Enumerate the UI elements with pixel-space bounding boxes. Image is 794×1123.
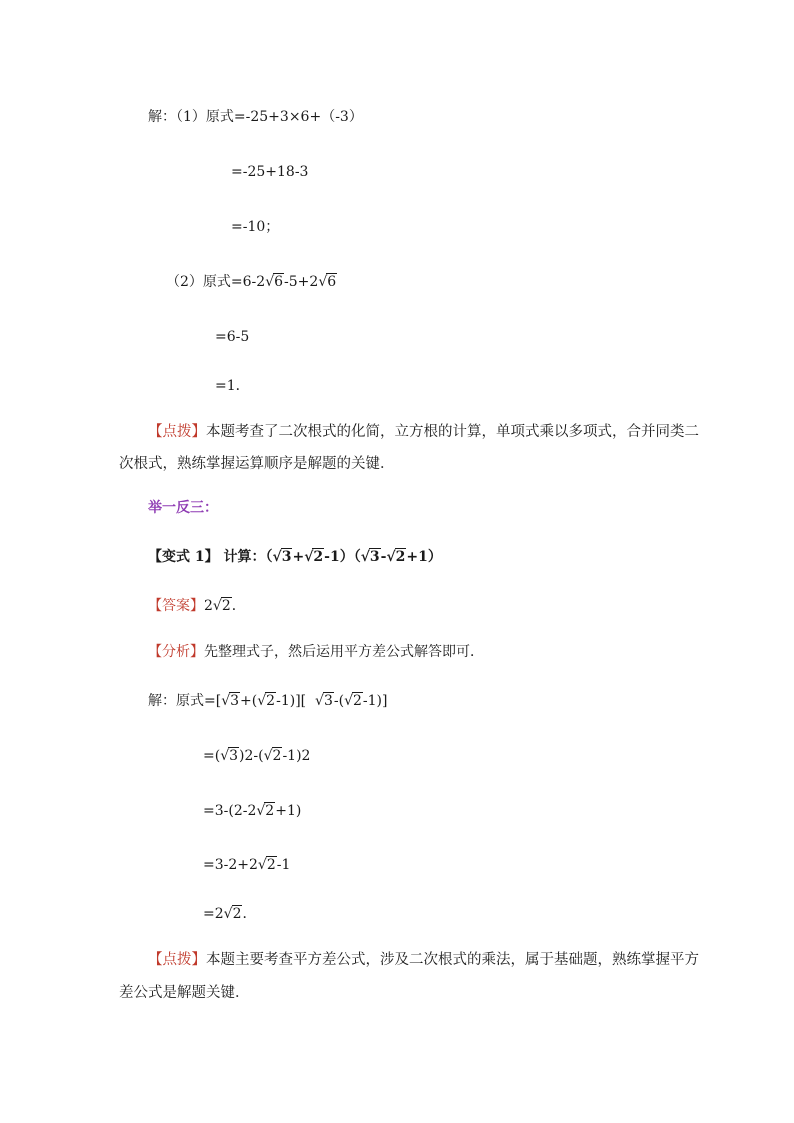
sqrt-symbol: √2 bbox=[223, 906, 242, 922]
tip2-tag: 【点拨】 bbox=[148, 952, 206, 968]
sqrt-symbol: √2 bbox=[257, 693, 276, 709]
solution2-mid: -5+2 bbox=[284, 274, 319, 290]
variant1-label: 计算：（ bbox=[223, 549, 273, 565]
solution3-line2: =(√3)2-(√2-1)2 bbox=[203, 748, 311, 764]
solution3-line3: =3-(2-2√2+1) bbox=[203, 803, 302, 819]
tip2-line2: 差公式是解题关键． bbox=[119, 985, 250, 1001]
tip1-text-a: 本题考查了二次根式的化简，立方根的计算，单项式乘以多项式，合并同类二 bbox=[206, 424, 699, 440]
analysis-line bbox=[148, 642, 484, 662]
analysis-text: 先整理式子，然后运用平方差公式解答即可． bbox=[204, 644, 484, 660]
solution2-prefix: （2）原式=6-2 bbox=[166, 274, 266, 290]
sqrt-symbol: √3 bbox=[220, 748, 239, 764]
solution3-line5: =2√2． bbox=[203, 906, 257, 922]
sqrt-symbol: √2 bbox=[263, 748, 282, 764]
sqrt-symbol: √2 bbox=[256, 803, 275, 819]
variant1-line bbox=[148, 547, 442, 567]
tip1-tag: 【点拨】 bbox=[148, 424, 206, 440]
sqrt-symbol: √6 bbox=[318, 274, 337, 290]
solution1-line3: =-10； bbox=[231, 219, 280, 235]
solution1-line1: 解：（1）原式=-25+3×6+（-3） bbox=[148, 109, 363, 125]
sqrt-symbol: √3 bbox=[315, 693, 333, 709]
variant1-mid: -1）（ bbox=[324, 549, 361, 565]
analysis-tag: 【分析】 bbox=[148, 644, 204, 660]
sqrt-symbol: √2 bbox=[304, 549, 324, 565]
sqrt-symbol: √2 bbox=[257, 857, 276, 873]
tip1-line2: 次根式，熟练掌握运算顺序是解题的关键． bbox=[119, 456, 395, 472]
answer-coefficient: 2 bbox=[204, 598, 213, 614]
tip1-line1 bbox=[148, 422, 699, 442]
solution1-line2: =-25+18-3 bbox=[231, 164, 309, 180]
sqrt-symbol: √3 bbox=[272, 549, 292, 565]
sqrt-symbol: √2 bbox=[386, 549, 406, 565]
tip2-line1 bbox=[148, 950, 699, 970]
sqrt-symbol: √3 bbox=[360, 549, 380, 565]
solution3-line1: 解：原式=[√3+(√2-1)][ √3-(√2-1)] bbox=[148, 693, 388, 709]
answer-tag: 【答案】 bbox=[148, 598, 204, 614]
variant1-end: +1） bbox=[406, 549, 442, 565]
sqrt-symbol: √2 bbox=[212, 598, 231, 614]
solution2-line2: =6-5 bbox=[215, 329, 250, 345]
solution3-line4: =3-2+2√2-1 bbox=[203, 857, 291, 873]
tip2-text-a: 本题主要考查平方差公式，涉及二次根式的乘法，属于基础题，熟练掌握平方 bbox=[206, 952, 699, 968]
answer-line bbox=[148, 596, 246, 616]
section-heading: 举一反三： bbox=[148, 500, 218, 516]
variant1-plus: + bbox=[292, 549, 305, 565]
sqrt-symbol: √6 bbox=[265, 274, 284, 290]
answer-period: ． bbox=[231, 598, 246, 614]
solution2-line3: =1． bbox=[215, 378, 250, 394]
solution2-line1 bbox=[166, 272, 337, 292]
variant1-minus: - bbox=[380, 549, 387, 565]
sqrt-symbol: √2 bbox=[344, 693, 362, 709]
sqrt-symbol: √3 bbox=[221, 693, 240, 709]
variant1-tag: 【变式 1】 bbox=[148, 549, 219, 565]
